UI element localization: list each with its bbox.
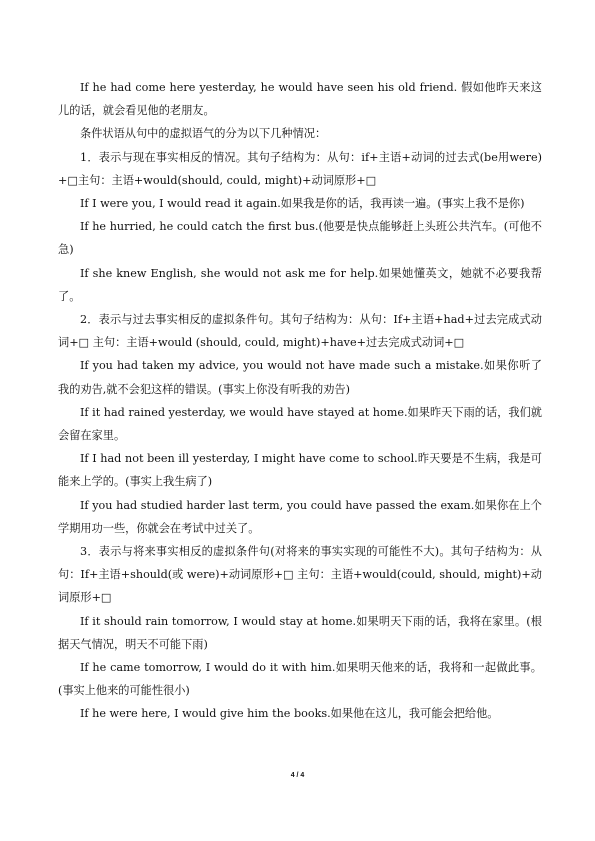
paragraph: 1．表示与现在事实相反的情况。其句子结构为：从句：if+主语+动词的过去式(be用were)+□主句：主语+would(should, could, might)+动词原形+□ (58, 150, 542, 187)
paragraph: If she knew English, she would not ask me for help.如果她懂英文，她就不必要我帮了。 (58, 266, 542, 303)
paragraph: If you had taken my advice, you would not have made such a mistake.如果你听了我的劝告,就不会犯这样的错误。(事实上你没有听我的劝告) (58, 359, 542, 396)
paragraph: If he had come here yesterday, he would have seen his old friend. 假如他昨天来这儿的话，就会看见他的老朋友。 (58, 81, 542, 118)
paragraph: If it should rain tomorrow, I would stay at home.如果明天下雨的话，我将在家里。(根据天气情况，明天不可能下雨) (58, 614, 542, 651)
paragraph: If he were here, I would give him the books.如果他在这儿，我可能会把给他。 (80, 707, 499, 721)
paragraph: If you had studied harder last term, you could have passed the exam.如果你在上个学期用功一些，你就会在考试中过关了。 (58, 498, 542, 535)
paragraph: 条件状语从句中的虚拟语气的分为以下几种情况： (80, 127, 327, 141)
document-body (58, 76, 542, 726)
paragraph: If I had not been ill yesterday, I might have come to school.昨天要是不生病，我是可能来上学的。(事实上我生病了) (58, 452, 542, 489)
paragraph: 3．表示与将来事实相反的虚拟条件句(对将来的事实实现的可能性不大)。其句子结构为：从句：If+主语+should(或 were)+动词原形+□ 主句：主语+would(could, should, might)+动词原形+□ (58, 545, 542, 605)
paragraph: If I were you, I would read it again.如果我是你的话，我再读一遍。(事实上我不是你) (80, 197, 525, 211)
paragraph: If it had rained yesterday, we would have stayed at home.如果昨天下雨的话，我们就会留在家里。 (58, 405, 542, 443)
page-number: 4 / 4 (290, 772, 305, 779)
paragraph: If he came tomorrow, I would do it with him.如果明天他来的话，我将和一起做此事。(事实上他来的可能性很小) (58, 661, 542, 698)
paragraph: 2．表示与过去事实相反的虚拟条件句。其句子结构为：从句：If+主语+had+过去完成式动词+□ 主句：主语+would (should, could, might)+have+过去完成式动词+□ (58, 313, 542, 350)
paragraph: If he hurried, he could catch the first bus.(他要是快点能够赶上头班公共汽车。(可他不急) (58, 220, 542, 257)
